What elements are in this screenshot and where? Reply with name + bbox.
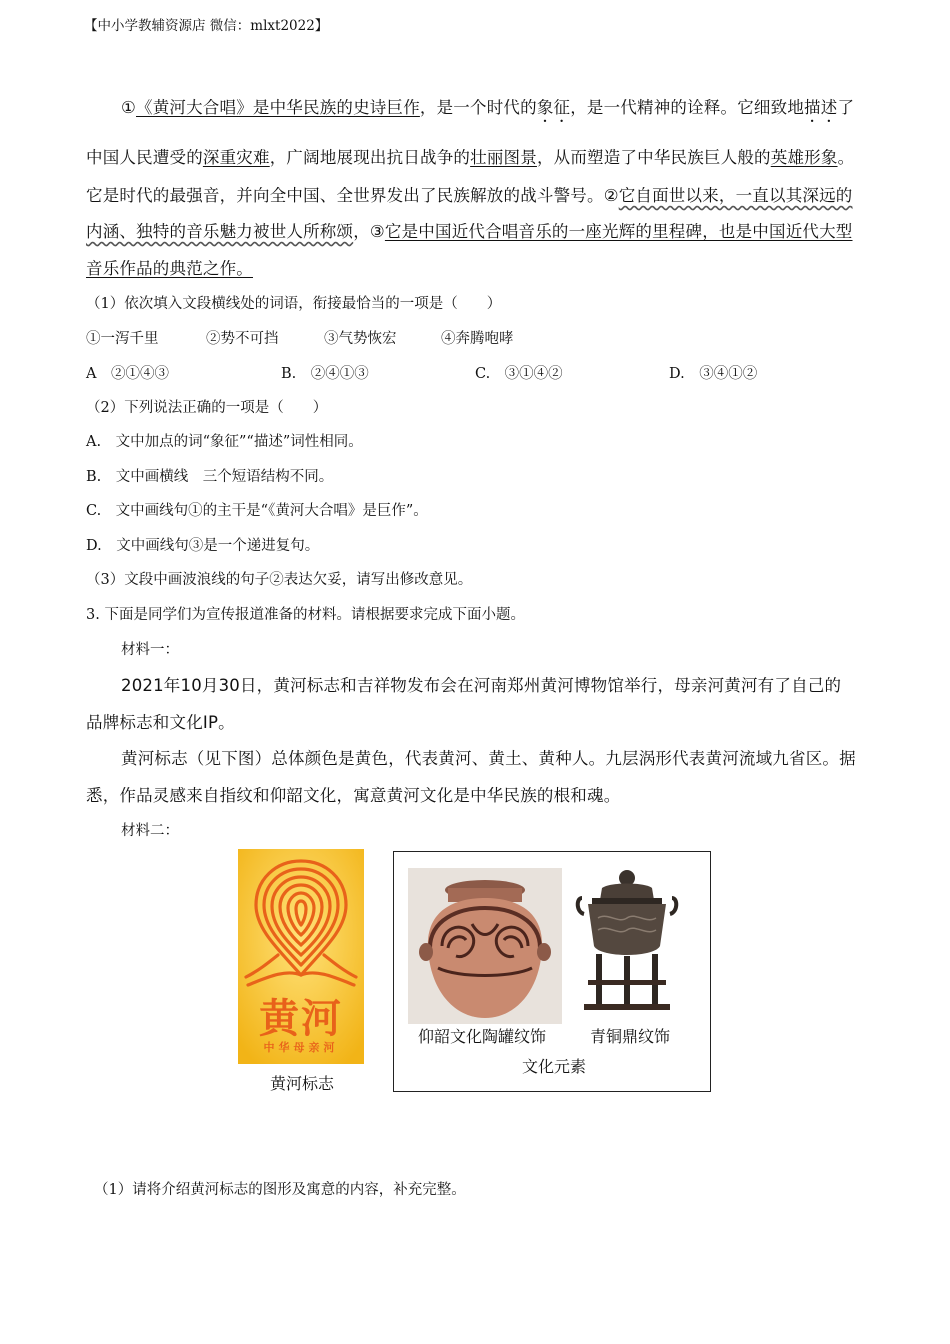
dotted-word-xiangzheng: 象征 bbox=[536, 98, 571, 117]
q1-option-d[interactable]: D. ③④①② bbox=[669, 366, 758, 382]
material-1-p1-line1: 2021年10月30日，黄河标志和吉祥物发布会在河南郑州黄河博物馆举行，母亲河黄河有了自己的 bbox=[121, 676, 842, 695]
passage-line-3: 它是时代的最强音，并向全中国、全世界发出了民族解放的战斗警号。②它自面世以来，一直以其深远的 bbox=[86, 186, 853, 205]
q2-option-a[interactable]: A. 文中加点的词“象征”“描述”词性相同。 bbox=[86, 434, 363, 450]
q1-option-c[interactable]: C. ③①④② bbox=[475, 366, 563, 382]
underlined-sentence-1: 《黄河大合唱》是中华民族的史诗巨作 bbox=[136, 98, 420, 117]
q1-word-2: ②势不可挡 bbox=[206, 331, 279, 347]
material-1-p2-line2: 悉，作品灵感来自指纹和仰韶文化，寓意黄河文化是中华民族的根和魂。 bbox=[86, 786, 621, 805]
material-2-label: 材料二： bbox=[121, 823, 179, 839]
culture-elements-figure bbox=[393, 851, 711, 1092]
section3-title: 3. 下面是同学们为宣传报道准备的材料。请根据要求完成下面小题。 bbox=[86, 607, 525, 623]
yellow-river-logo bbox=[238, 849, 364, 1064]
passage-line-2: 中国人民遭受的深重灾难，广阔地展现出抗日战争的壮丽图景，从而塑造了中华民族巨人般的英雄形象。 bbox=[86, 148, 855, 167]
q1-option-a[interactable]: A ②①④③ bbox=[86, 366, 169, 382]
logo-caption: 黄河标志 bbox=[270, 1074, 335, 1093]
q2-stem: （2）下列说法正确的一项是（ ） bbox=[86, 400, 328, 416]
material-1-label: 材料一： bbox=[121, 642, 179, 658]
passage-line-4: 内涵、独特的音乐魅力被世人所称颂，③它是中国近代合唱音乐的一座光辉的里程碑，也是中国近代大型 bbox=[86, 222, 853, 241]
q4-stem: （1）请将介绍黄河标志的图形及寓意的内容，补充完整。 bbox=[94, 1182, 466, 1198]
phrase-shenzhong-zainan: 深重灾难 bbox=[202, 148, 270, 167]
pottery-jar-icon bbox=[408, 868, 562, 1024]
dotted-word-miaoshu: 描述 bbox=[804, 98, 838, 117]
material-1-p1-line2: 品牌标志和文化IP。 bbox=[86, 713, 235, 732]
q1-word-4: ④奔腾咆哮 bbox=[441, 331, 514, 347]
underlined-sentence-3-cont: 音乐作品的典范之作。 bbox=[86, 259, 253, 278]
material-1-p2-line1: 黄河标志（见下图）总体颜色是黄色，代表黄河、黄土、黄种人。九层涡形代表黄河流域九省区。据 bbox=[121, 749, 856, 768]
wavy-sentence-2: 它自面世以来，一直以其深远的 bbox=[618, 186, 853, 205]
wavy-sentence-2-cont: 内涵、独特的音乐魅力被世人所称颂 bbox=[86, 222, 354, 241]
q2-option-d[interactable]: D. 文中画线句③是一个递进复句。 bbox=[86, 538, 320, 554]
q1-option-b[interactable]: B. ②④①③ bbox=[281, 366, 369, 382]
passage-line-5 bbox=[86, 255, 253, 279]
ding-caption: 青铜鼎纹饰 bbox=[590, 1027, 671, 1046]
group-caption: 文化元素 bbox=[522, 1057, 587, 1076]
phrase-yingxiong-xingxiang: 英雄形象 bbox=[770, 148, 838, 167]
logo-title: 黄河 bbox=[259, 995, 343, 1042]
pottery-caption: 仰韶文化陶罐纹饰 bbox=[418, 1027, 547, 1046]
phrase-zhuangli-tujing: 壮丽图景 bbox=[470, 148, 537, 167]
bronze-ding-icon bbox=[574, 868, 680, 1024]
q1-stem: （1）依次填入文段横线处的词语，衔接最恰当的一项是（ ） bbox=[86, 296, 502, 312]
q2-option-c[interactable]: C. 文中画线句①的主干是“《黄河大合唱》是巨作”。 bbox=[86, 503, 428, 519]
header-watermark: 【中小学教辅资源店 微信：mlxt2022】 bbox=[84, 18, 329, 34]
q3-stem: （3）文段中画波浪线的句子②表达欠妥，请写出修改意见。 bbox=[86, 572, 473, 588]
passage-line-1: ①《黄河大合唱》是中华民族的史诗巨作，是一个时代的象征，是一代精神的诠释。它细致地描述了 bbox=[121, 98, 855, 117]
underlined-sentence-3: 它是中国近代合唱音乐的一座光辉的里程碑，也是中国近代大型 bbox=[384, 222, 853, 241]
q1-word-1: ①一泻千里 bbox=[86, 331, 159, 347]
q1-word-3: ③气势恢宏 bbox=[324, 331, 397, 347]
q2-option-b[interactable]: B. 文中画横线 三个短语结构不同。 bbox=[86, 469, 334, 485]
logo-subtitle: 中华母亲河 bbox=[263, 1041, 339, 1054]
